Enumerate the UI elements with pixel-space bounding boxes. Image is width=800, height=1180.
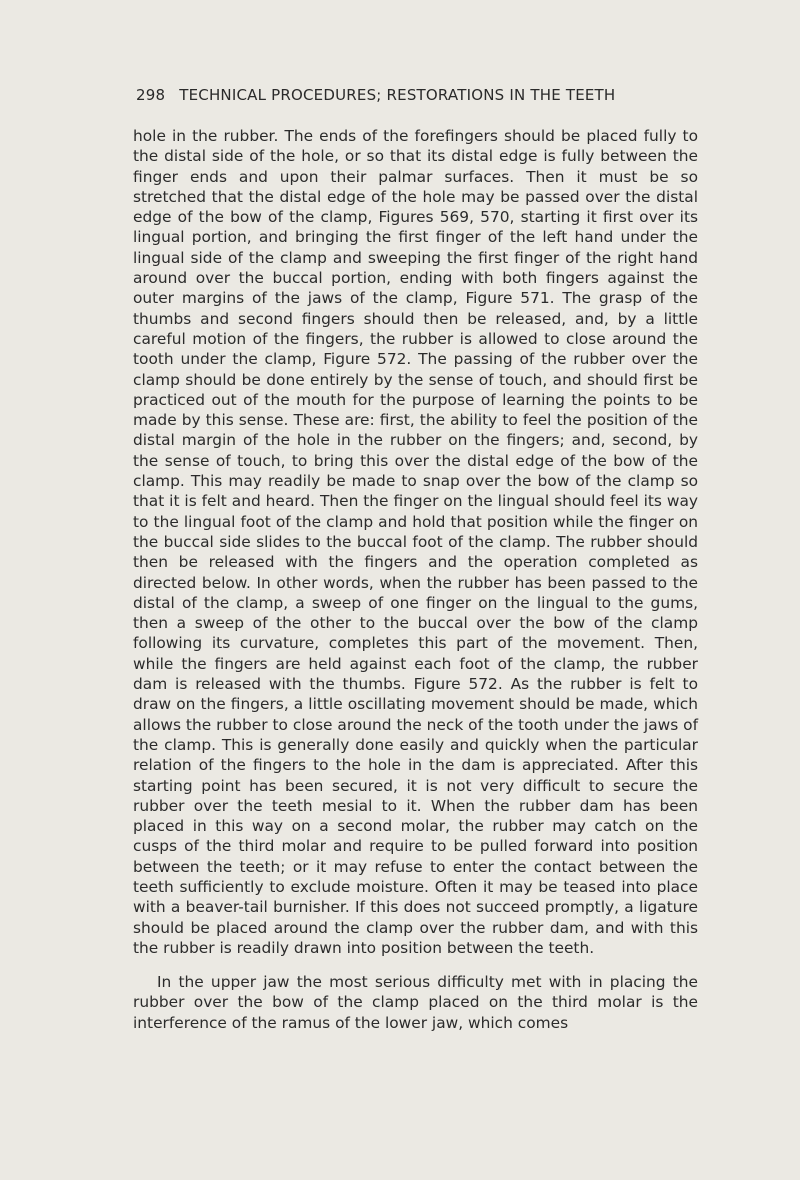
paragraph-2: In the upper jaw the most serious difficulty met with in placing the rubber over the bow of the clamp placed on the third molar is the interference of the ramus of the lower jaw, which comes [133, 973, 698, 1032]
page-number: 298 [136, 86, 166, 104]
paragraph-1: hole in the rubber. The ends of the forefingers should be placed fully to the distal side of the hole, or so that its distal edge is fully between the finger ends and upon their palmar surfaces. Then it must be so stretched that the distal edge of the hole may be passed over the distal edge of the bow of the clamp, Figures 569, 570, starting it first over its lingual portion, and bringing the first finger of the left hand under the lingual side of the clamp and sweeping the first finger of the right hand around over the buccal portion, ending with both fingers against the outer margins of the jaws of the clamp, Figure 571. The grasp of the thumbs and second fingers should then be released, and, by a little careful motion of the fingers, the rubber is allowed to close around the tooth under the clamp, Figure 572. The passing of the rubber over the clamp should be done entirely by the sense of touch, and should first be practiced out of the mouth for the purpose of learning the points to be made by this sense. These are: first, the ability to feel the position of the distal margin of the hole in the rubber on the fingers; and, second, by the sense of touch, to bring this over the distal edge of the bow of the clamp. This may readily be made to snap over the bow of the clamp so that it is felt and heard. Then the finger on the lingual should feel its way to the lingual foot of the clamp and hold that position while the finger on the buccal side slides to the buccal foot of the clamp. The rubber should then be released with the fingers and the operation completed as directed below. In other words, when the rubber has been passed to the distal of the clamp, a sweep of one finger on the lingual to the gums, then a sweep of the other to the buccal over the bow of the clamp following its curvature, completes this part of the movement. Then, while the fingers are held against each foot of the clamp, the rubber dam is released with the thumbs. Figure 572. As the rubber is felt to draw on the fingers, a little oscillating movement should be made, which allows the rubber to close around the neck of the tooth under the jaws of the clamp. This is generally done easily and quickly when the particular relation of the fingers to the hole in the dam is appreciated. After this starting point has been secured, it is not very difficult to secure the rubber over the teeth mesial to it. When the rubber dam has been placed in this way on a second molar, the rubber may catch on the cusps of the third molar and require to be pulled forward into position between the teeth; or it may refuse to enter the contact between the teeth sufficiently to exclude moisture. Often it may be teased into place with a beaver-tail burnisher. If this does not succeed promptly, a ligature should be placed around the clamp over the rubber dam, and with this the rubber is readily drawn into position between the teeth. [133, 127, 698, 957]
running-header [136, 86, 696, 110]
running-title: TECHNICAL PROCEDURES; RESTORATIONS IN THE TEETH [179, 86, 616, 104]
body-text [133, 126, 698, 1033]
